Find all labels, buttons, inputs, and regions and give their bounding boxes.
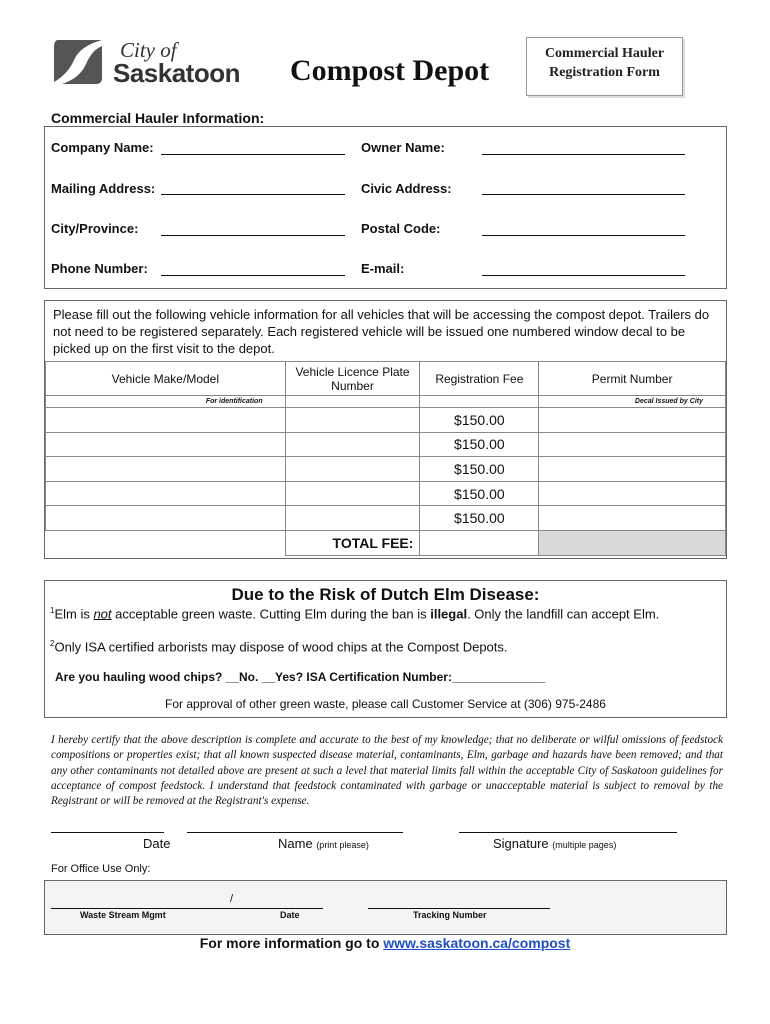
- licence-plate-cell[interactable]: [285, 432, 420, 457]
- licence-plate-cell[interactable]: [285, 408, 420, 433]
- table-row: [46, 457, 726, 482]
- logo-name-text: Saskatoon: [113, 58, 240, 88]
- elm-title: Due to the Risk of Dutch Elm Disease:: [231, 585, 540, 604]
- licence-plate-cell[interactable]: [285, 506, 420, 531]
- elm-line-2: $^2$Only ISA certified arborists may dispose of wood chips at the Compost Depots.: [50, 639, 508, 655]
- phone-number-field[interactable]: [161, 275, 345, 276]
- civic-address-field[interactable]: [482, 194, 685, 195]
- date-sign-field[interactable]: [51, 832, 164, 833]
- total-permit-cell: [539, 530, 726, 555]
- certification-text: I hereby certify that the above description is complete and accurate to the best of my knowledge; that no deliberate or wilful omissions of feedstock compositions or properties exist; that all known suspected disease material, contaminants, Elm, garbage and hazards have been removed; and that any other contaminants not detailed above are present at such a level that material limits fall within the acceptable City of Saskatoon guidelines for acceptance of compost feedstock. I understand that feedstock contaminated with garbage or unacceptable material is subject to removal by the Registrant or will be removed at the Registrant's expense.: [51, 734, 723, 808]
- table-row: [46, 481, 726, 506]
- compost-website-link[interactable]: www.saskatoon.ca/compost: [383, 935, 571, 951]
- hauling-wood-chips-question[interactable]: Are you hauling wood chips? __No. __Yes? ISA Certification Number:______________: [55, 670, 546, 684]
- mailing-address-field[interactable]: [161, 194, 345, 195]
- elm-line-1: $^1$Elm is not acceptable green waste. Cutting Elm during the ban is illegal. Only the landfill can accept Elm.: [50, 606, 660, 622]
- city-province-label: City/Province:: [51, 221, 139, 236]
- waste-stream-label: Waste Stream Mgmt: [80, 910, 166, 920]
- fee-cell: $150.00: [420, 457, 539, 482]
- permit-cell[interactable]: [539, 408, 726, 433]
- vehicle-make-cell[interactable]: [46, 432, 286, 457]
- name-label: Name (print please): [278, 836, 369, 851]
- signature-field[interactable]: [459, 832, 677, 833]
- col-permit-number: Permit Number: [539, 362, 726, 396]
- fee-cell: $150.00: [420, 408, 539, 433]
- col-vehicle-make-model: Vehicle Make/Model: [46, 362, 286, 396]
- form-label-line1: Commercial Hauler: [544, 46, 665, 61]
- vehicle-make-cell[interactable]: [46, 408, 286, 433]
- vehicle-make-cell[interactable]: [46, 506, 286, 531]
- note-for-identification: For identification: [46, 396, 286, 408]
- company-name-label: Company Name:: [51, 140, 154, 155]
- vehicle-table-header: [46, 362, 726, 396]
- owner-name-label: Owner Name:: [361, 140, 445, 155]
- table-row: [46, 506, 726, 531]
- vehicle-make-cell[interactable]: [46, 481, 286, 506]
- city-logo-icon: [50, 38, 106, 86]
- table-row: [46, 408, 726, 433]
- vehicle-make-cell[interactable]: [46, 457, 286, 482]
- phone-number-label: Phone Number:: [51, 261, 148, 276]
- permit-cell[interactable]: [539, 506, 726, 531]
- office-use-title: For Office Use Only:: [51, 863, 151, 875]
- company-name-field[interactable]: [161, 154, 345, 155]
- permit-cell[interactable]: [539, 432, 726, 457]
- email-field[interactable]: [482, 275, 685, 276]
- waste-stream-field[interactable]: [51, 908, 231, 909]
- fee-cell: $150.00: [420, 432, 539, 457]
- vehicle-intro-text: Please fill out the following vehicle information for all vehicles that will be accessing the compost depot. Trailers do not need to be registered separately. Each registered vehicle will be issued one numbered window decal to be picked up on the first visit to the depot.: [53, 307, 710, 356]
- vehicle-table-subnotes: [46, 396, 726, 408]
- approval-note: For approval of other green waste, please call Customer Service at (306) 975-2486: [165, 697, 606, 711]
- col-registration-fee: Registration Fee: [420, 362, 539, 396]
- email-label: E-mail:: [361, 261, 405, 276]
- tracking-number-field[interactable]: [368, 908, 550, 909]
- fee-cell: $150.00: [420, 481, 539, 506]
- vehicle-table: [45, 361, 726, 556]
- postal-code-label: Postal Code:: [361, 221, 441, 236]
- tracking-number-label: Tracking Number: [413, 910, 487, 920]
- slash-separator: /: [230, 893, 234, 905]
- col-licence-plate: Vehicle Licence Plate Number: [285, 362, 420, 396]
- fee-cell: $150.00: [420, 506, 539, 531]
- licence-plate-cell[interactable]: [285, 481, 420, 506]
- permit-cell[interactable]: [539, 457, 726, 482]
- licence-plate-cell[interactable]: [285, 457, 420, 482]
- note-decal-issued: Decal Issued by City: [539, 396, 726, 408]
- form-label-box: [526, 37, 683, 96]
- civic-address-label: Civic Address:: [361, 181, 452, 196]
- name-sign-field[interactable]: [187, 832, 403, 833]
- table-row: [46, 432, 726, 457]
- city-province-field[interactable]: [161, 235, 345, 236]
- logo-city-text: City of: [120, 38, 177, 62]
- page-title: Compost Depot: [290, 54, 490, 87]
- postal-code-field[interactable]: [482, 235, 685, 236]
- hauler-section-title: Commercial Hauler Information:: [51, 110, 265, 126]
- date-label: Date: [143, 836, 171, 851]
- permit-cell[interactable]: [539, 481, 726, 506]
- office-date-label: Date: [280, 910, 300, 920]
- total-fee-label: TOTAL FEE:: [285, 530, 420, 555]
- office-date-field[interactable]: [231, 908, 323, 909]
- total-row: [46, 530, 726, 555]
- total-fee-cell[interactable]: [420, 530, 539, 555]
- footer-info: For more information go to www.saskatoon.ca/compost: [199, 935, 571, 951]
- signature-label: Signature (multiple pages): [493, 836, 617, 851]
- form-label-line2: Registration Form: [549, 65, 660, 80]
- mailing-address-label: Mailing Address:: [51, 181, 156, 196]
- owner-name-field[interactable]: [482, 154, 685, 155]
